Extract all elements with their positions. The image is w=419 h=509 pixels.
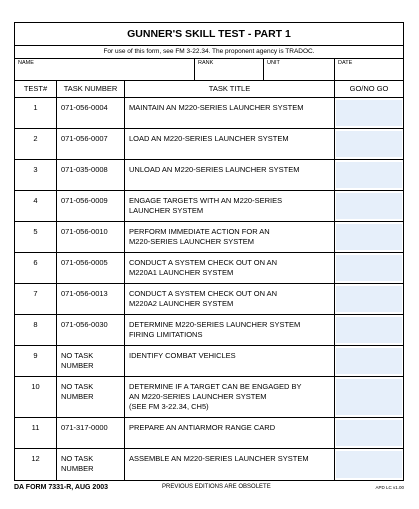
- header-test: TEST#: [15, 81, 57, 97]
- task-title: UNLOAD AN M220-SERIES LAUNCHER SYSTEM: [125, 160, 335, 190]
- apd-version: APD LC v1.00: [375, 485, 404, 490]
- go-nogo-input[interactable]: [336, 379, 402, 415]
- go-nogo-input[interactable]: [336, 162, 402, 188]
- task-number: 071-056-0010: [57, 222, 125, 252]
- task-number: 071-056-0007: [57, 129, 125, 159]
- go-nogo-field[interactable]: [335, 418, 403, 448]
- table-header: [15, 81, 403, 98]
- form-number: DA FORM 7331-R, AUG 2003: [14, 484, 109, 491]
- unit-label: UNIT: [267, 60, 280, 66]
- task-rows: [15, 98, 403, 480]
- unit-field[interactable]: [264, 59, 335, 80]
- test-number: 2: [15, 129, 57, 159]
- task-title: LOAD AN M220-SERIES LAUNCHER SYSTEM: [125, 129, 335, 159]
- task-title: ASSEMBLE AN M220-SERIES LAUNCHER SYSTEM: [125, 449, 335, 480]
- date-label: DATE: [338, 60, 353, 66]
- task-number: 071-035-0008: [57, 160, 125, 190]
- header-task-title: TASK TITLE: [125, 81, 335, 97]
- go-nogo-input[interactable]: [336, 224, 402, 250]
- test-number: 12: [15, 449, 57, 480]
- task-number: 071-056-0005: [57, 253, 125, 283]
- form-footer: [14, 484, 404, 494]
- task-number: 071-056-0004: [57, 98, 125, 128]
- go-nogo-input[interactable]: [336, 100, 402, 126]
- gunners-skill-test-form: [14, 22, 404, 481]
- task-title: CONDUCT A SYSTEM CHECK OUT ON AN M220A2 LAUNCHER SYSTEM: [125, 284, 335, 314]
- table-row: [15, 222, 403, 253]
- task-number: NO TASK NUMBER: [57, 449, 125, 480]
- go-nogo-field[interactable]: [335, 129, 403, 159]
- table-row: [15, 191, 403, 222]
- test-number: 9: [15, 346, 57, 376]
- previous-editions-note: PREVIOUS EDITIONS ARE OBSOLETE: [162, 484, 271, 490]
- table-row: [15, 315, 403, 346]
- go-nogo-field[interactable]: [335, 315, 403, 345]
- task-title: DETERMINE IF A TARGET CAN BE ENGAGED BY AN M220-SERIES LAUNCHER SYSTEM (SEE FM 3-22.34, CH5): [125, 377, 335, 417]
- task-title: IDENTIFY COMBAT VEHICLES: [125, 346, 335, 376]
- go-nogo-field[interactable]: [335, 346, 403, 376]
- go-nogo-input[interactable]: [336, 193, 402, 219]
- table-row: [15, 418, 403, 449]
- test-number: 1: [15, 98, 57, 128]
- table-row: [15, 160, 403, 191]
- name-field[interactable]: [15, 59, 195, 80]
- test-number: 11: [15, 418, 57, 448]
- date-field[interactable]: [335, 59, 403, 80]
- go-nogo-input[interactable]: [336, 131, 402, 157]
- table-row: [15, 346, 403, 377]
- go-nogo-field[interactable]: [335, 98, 403, 128]
- test-number: 8: [15, 315, 57, 345]
- header-go-nogo: GO/NO GO: [349, 84, 389, 93]
- task-number: 071-056-0013: [57, 284, 125, 314]
- task-number: 071-317-0000: [57, 418, 125, 448]
- table-row: [15, 284, 403, 315]
- rank-field[interactable]: [195, 59, 264, 80]
- test-number: 5: [15, 222, 57, 252]
- go-nogo-field[interactable]: [335, 191, 403, 221]
- test-number: 4: [15, 191, 57, 221]
- task-number: 071-056-0030: [57, 315, 125, 345]
- task-title: CONDUCT A SYSTEM CHECK OUT ON AN M220A1 LAUNCHER SYSTEM: [125, 253, 335, 283]
- go-nogo-input[interactable]: [336, 420, 402, 446]
- task-title: DETERMINE M220-SERIES LAUNCHER SYSTEM FIRING LIMITATIONS: [125, 315, 335, 345]
- table-row: [15, 377, 403, 418]
- go-nogo-field[interactable]: [335, 449, 403, 480]
- test-number: 6: [15, 253, 57, 283]
- go-nogo-input[interactable]: [336, 317, 402, 343]
- go-nogo-field[interactable]: [335, 284, 403, 314]
- rank-label: RANK: [198, 60, 214, 66]
- go-nogo-input[interactable]: [336, 348, 402, 374]
- form-subtitle: For use of this form, see FM 3-22.34. The proponent agency is TRADOC.: [15, 46, 403, 59]
- table-row: [15, 449, 403, 480]
- table-row: [15, 98, 403, 129]
- task-title: PREPARE AN ANTIARMOR RANGE CARD: [125, 418, 335, 448]
- table-row: [15, 129, 403, 160]
- header-task-number: TASK NUMBER: [57, 81, 125, 97]
- task-title: MAINTAIN AN M220-SERIES LAUNCHER SYSTEM: [125, 98, 335, 128]
- go-nogo-field[interactable]: [335, 222, 403, 252]
- test-number: 7: [15, 284, 57, 314]
- form-title: GUNNER'S SKILL TEST - PART 1: [15, 23, 403, 46]
- task-title: ENGAGE TARGETS WITH AN M220-SERIES LAUNCHER SYSTEM: [125, 191, 335, 221]
- test-number: 3: [15, 160, 57, 190]
- name-label: NAME: [18, 60, 34, 66]
- go-nogo-input[interactable]: [336, 255, 402, 281]
- go-nogo-input[interactable]: [336, 451, 402, 478]
- go-nogo-field[interactable]: [335, 253, 403, 283]
- table-row: [15, 253, 403, 284]
- go-nogo-field[interactable]: [335, 160, 403, 190]
- go-nogo-input[interactable]: [336, 286, 402, 312]
- task-number: NO TASK NUMBER: [57, 346, 125, 376]
- task-number: 071-056-0009: [57, 191, 125, 221]
- identification-row: [15, 59, 403, 81]
- task-title: PERFORM IMMEDIATE ACTION FOR AN M220-SERIES LAUNCHER SYSTEM: [125, 222, 335, 252]
- test-number: 10: [15, 377, 57, 417]
- task-number: NO TASK NUMBER: [57, 377, 125, 417]
- go-nogo-field[interactable]: [335, 377, 403, 417]
